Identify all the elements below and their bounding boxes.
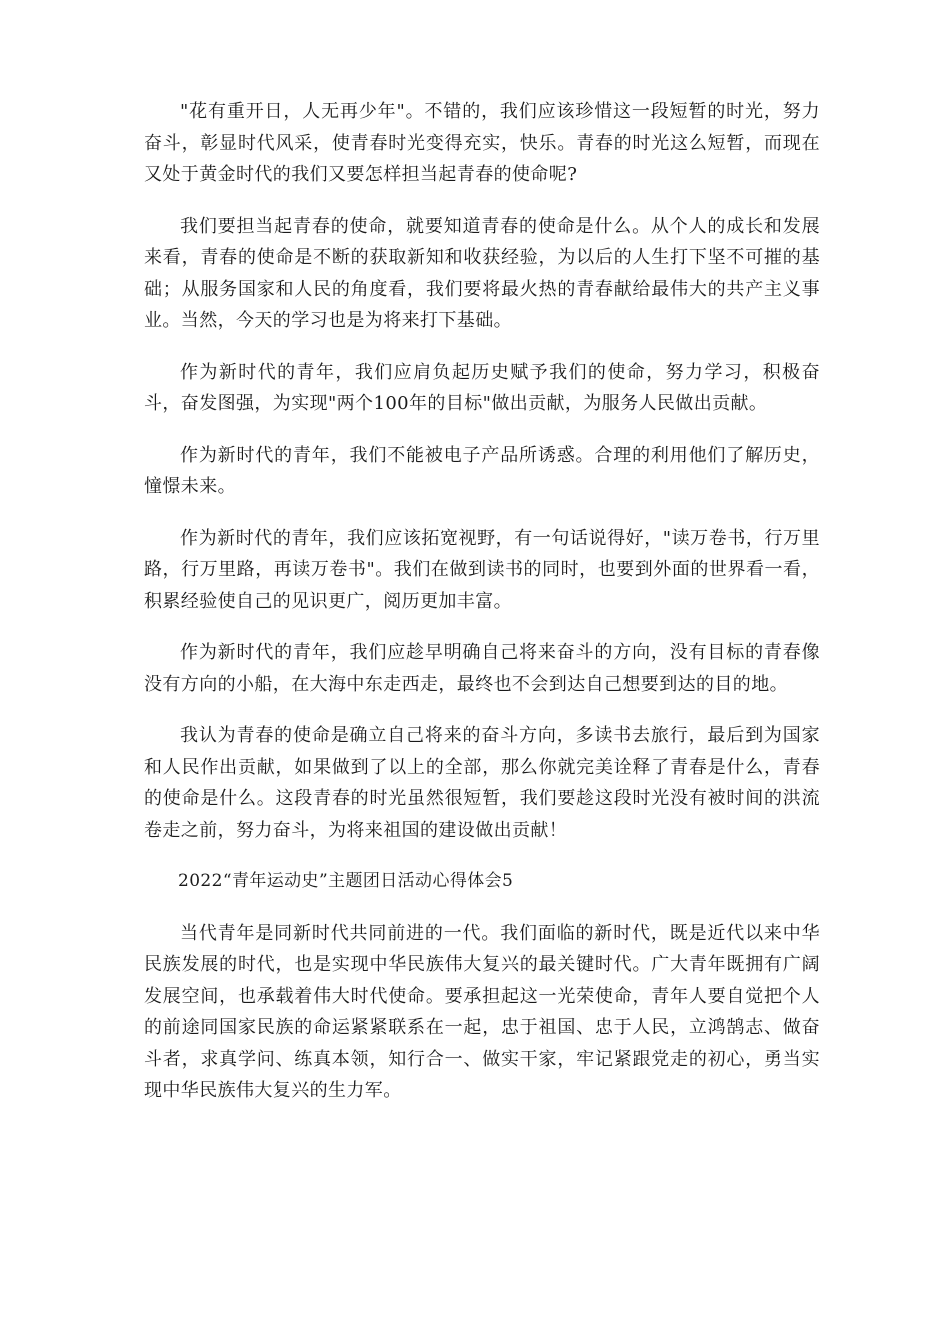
paragraph: 作为新时代的青年，我们应该拓宽视野，有一句话说得好，"读万卷书，行万里路，行万里路，再读万卷书"。我们在做到读书的同时，也要到外面的世界看一看，积累经验使自己的见识更广，阅历更加丰富。 [144, 527, 820, 612]
paragraph: 作为新时代的青年，我们应趁早明确自己将来奋斗的方向，没有目标的青春像没有方向的小船，在大海中东走西走，最终也不会到达自己想要到达的目的地。 [144, 642, 820, 695]
section-heading: 2022“青年运动史”主题团日活动心得体会5 [178, 871, 514, 891]
paragraph: 当代青年是同新时代共同前进的一代。我们面临的新时代，既是近代以来中华民族发展的时代，也是实现中华民族伟大复兴的最关键时代。广大青年既拥有广阔发展空间，也承载着伟大时代使命。要承担起这一光荣使命，青年人要自觉把个人的前途同国家民族的命运紧紧联系在一起，忠于祖国、忠于人民，立鸿鹄志、做奋斗者，求真学问、练真本领，知行合一、做实干家，牢记紧跟党走的初心，勇当实现中华民族伟大复兴的生力军。 [144, 922, 820, 1101]
paragraph: 作为新时代的青年，我们应肩负起历史赋予我们的使命，努力学习，积极奋斗，奋发图强，为实现"两个100年的目标"做出贡献，为服务人民做出贡献。 [144, 361, 820, 414]
paragraph: 我认为青春的使命是确立自己将来的奋斗方向，多读书去旅行，最后到为国家和人民作出贡献，如果做到了以上的全部，那么你就完美诠释了青春是什么，青春的使命是什么。这段青春的时光虽然很短暂，我们要趁这段时光没有被时间的洪流卷走之前，努力奋斗，为将来祖国的建设做出贡献！ [144, 725, 820, 841]
paragraph: 我们要担当起青春的使命，就要知道青春的使命是什么。从个人的成长和发展来看，青春的使命是不断的获取新知和收获经验，为以后的人生打下坚不可摧的基础；从服务国家和人民的角度看，我们要将最火热的青春献给最伟大的共产主义事业。当然，今天的学习也是为将来打下基础。 [144, 215, 820, 331]
paragraph: 作为新时代的青年，我们不能被电子产品所诱惑。合理的利用他们了解历史，憧憬未来。 [144, 444, 820, 497]
paragraph: "花有重开日，人无再少年"。不错的，我们应该珍惜这一段短暂的时光，努力奋斗，彰显时代风采，使青春时光变得充实，快乐。青春的时光这么短暂，而现在又处于黄金时代的我们又要怎样担当起青春的使命呢? [144, 101, 820, 185]
document-body [144, 96, 820, 1127]
